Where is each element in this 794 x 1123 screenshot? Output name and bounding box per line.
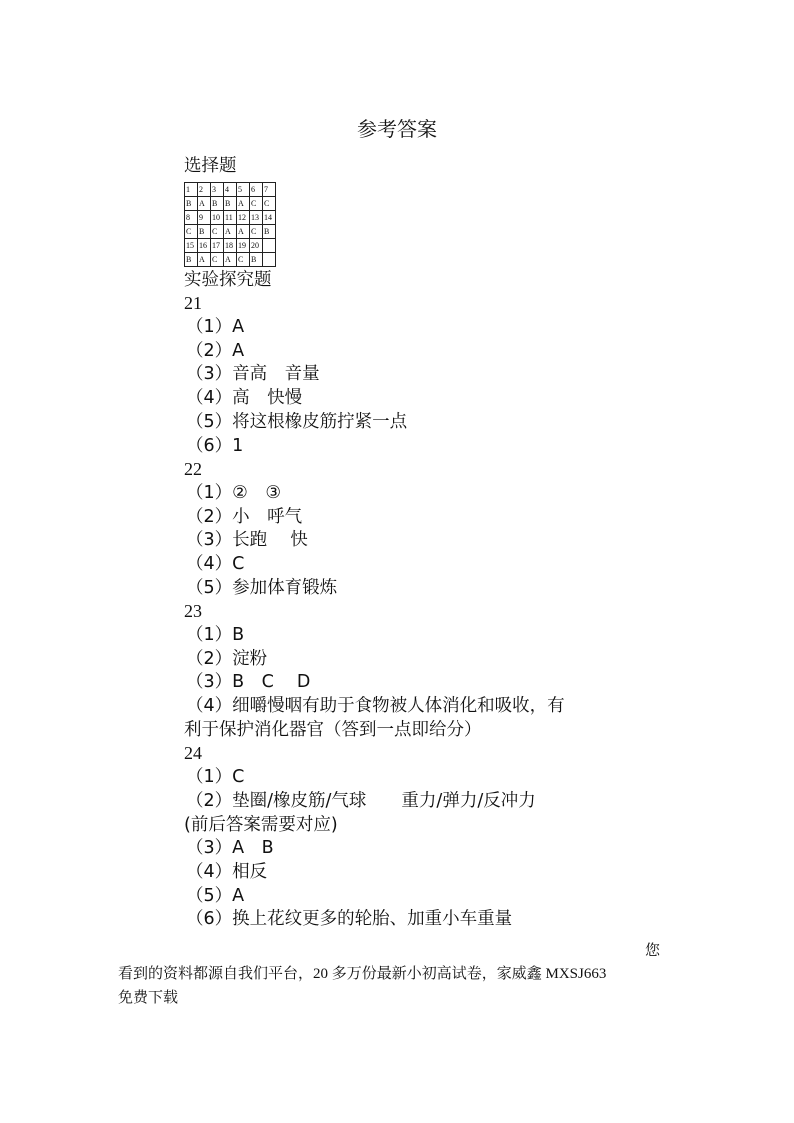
grid-question-number: 13 (250, 210, 263, 224)
grid-row (185, 196, 276, 210)
grid-question-number: 20 (250, 238, 263, 252)
answer-line: （2）A (186, 340, 245, 361)
grid-question-number: 8 (185, 210, 198, 224)
answer-line: （2）小 呼气 (186, 506, 303, 527)
answer-line: （3）B C D (186, 672, 311, 693)
grid-answer-cell: B (185, 252, 198, 266)
grid-answer-cell: C (250, 196, 263, 210)
grid-answer-cell: C (237, 252, 250, 266)
section-heading-choice: 选择题 (184, 156, 237, 176)
answer-line: （4）相反 (186, 861, 268, 882)
grid-answer-cell: A (198, 196, 211, 210)
answer-line: （1）C (186, 767, 245, 788)
grid-question-number: 6 (250, 182, 263, 196)
grid-answer-cell: B (198, 224, 211, 238)
section-heading-experiment: 实验探究题 (184, 269, 272, 290)
answer-line: （4）C (186, 553, 245, 574)
answer-line-continued: 利于保护消化器官（答到一点即给分） (184, 719, 482, 740)
answer-line: （5）参加体育锻炼 (186, 577, 338, 598)
footer-line-3: 免费下载 (118, 990, 179, 1006)
answer-line: （4）高 快慢 (186, 388, 303, 409)
grid-answer-cell: C (263, 196, 276, 210)
grid-question-number (263, 238, 276, 252)
question-number: 21 (184, 293, 202, 314)
answer-line: （1）B (186, 625, 245, 645)
answer-line: （6）1 (186, 435, 244, 456)
answer-line: （5）将这根橡皮筋拧紧一点 (186, 411, 408, 432)
grid-question-number: 9 (198, 210, 211, 224)
grid-question-number: 14 (263, 210, 276, 224)
answer-line: （4）细嚼慢咽有助于食物被人体消化和吸收，有 (186, 696, 565, 717)
choice-answer-grid (184, 182, 276, 267)
answer-line: （2）垫圈/橡皮筋/气球 重力/弹力/反冲力 (186, 790, 536, 811)
answer-note: (前后答案需要对应) (184, 814, 338, 835)
answer-line: （3）长跑 快 (186, 530, 308, 551)
grid-question-number: 17 (211, 238, 224, 252)
grid-answer-cell: A (224, 252, 237, 266)
grid-answer-cell: C (250, 224, 263, 238)
answer-line: （1）② ③ (186, 482, 282, 503)
grid-answer-cell: A (237, 196, 250, 210)
answer-line: （5）A (186, 885, 245, 906)
grid-answer-cell: A (224, 224, 237, 238)
grid-row (185, 224, 276, 238)
grid-question-number: 10 (211, 210, 224, 224)
grid-answer-cell: B (263, 224, 276, 238)
grid-question-number: 19 (237, 238, 250, 252)
page-title: 参考答案 (357, 117, 437, 141)
grid-question-number: 2 (198, 182, 211, 196)
grid-answer-cell: C (211, 252, 224, 266)
footer-line-1: 您 (645, 943, 661, 959)
grid-answer-cell: B (250, 252, 263, 266)
grid-question-number: 7 (263, 182, 276, 196)
answer-line: （1）A (186, 317, 245, 338)
grid-answer-cell: B (211, 196, 224, 210)
grid-question-number: 5 (237, 182, 250, 196)
grid-answer-cell: C (185, 224, 198, 238)
footer-line-2: 看到的资料都源自我们平台，20 多万份最新小初高试卷，家威鑫 MXSJ663 (118, 966, 607, 982)
answer-content (184, 155, 614, 932)
grid-row (185, 210, 276, 224)
grid-question-number: 4 (224, 182, 237, 196)
grid-question-number: 18 (224, 238, 237, 252)
grid-row (185, 252, 276, 266)
grid-question-number: 15 (185, 238, 198, 252)
grid-answer-cell (263, 252, 276, 266)
grid-answer-cell: C (211, 224, 224, 238)
answer-line: （6）换上花纹更多的轮胎、加重小车重量 (186, 909, 513, 930)
answer-line: （2）淀粉 (186, 648, 268, 669)
grid-question-number: 1 (185, 182, 198, 196)
grid-answer-cell: B (185, 196, 198, 210)
question-number: 24 (184, 743, 202, 764)
grid-question-number: 16 (198, 238, 211, 252)
question-number: 23 (184, 601, 202, 622)
grid-answer-cell: B (224, 196, 237, 210)
answer-line: （3）A B (186, 838, 274, 859)
question-number: 22 (184, 459, 202, 480)
grid-question-number: 11 (224, 210, 237, 224)
grid-answer-cell: A (198, 252, 211, 266)
grid-question-number: 3 (211, 182, 224, 196)
answer-line: （3）音高 音量 (186, 364, 320, 385)
grid-answer-cell: A (237, 224, 250, 238)
grid-row (185, 182, 276, 196)
grid-row (185, 238, 276, 252)
grid-question-number: 12 (237, 210, 250, 224)
